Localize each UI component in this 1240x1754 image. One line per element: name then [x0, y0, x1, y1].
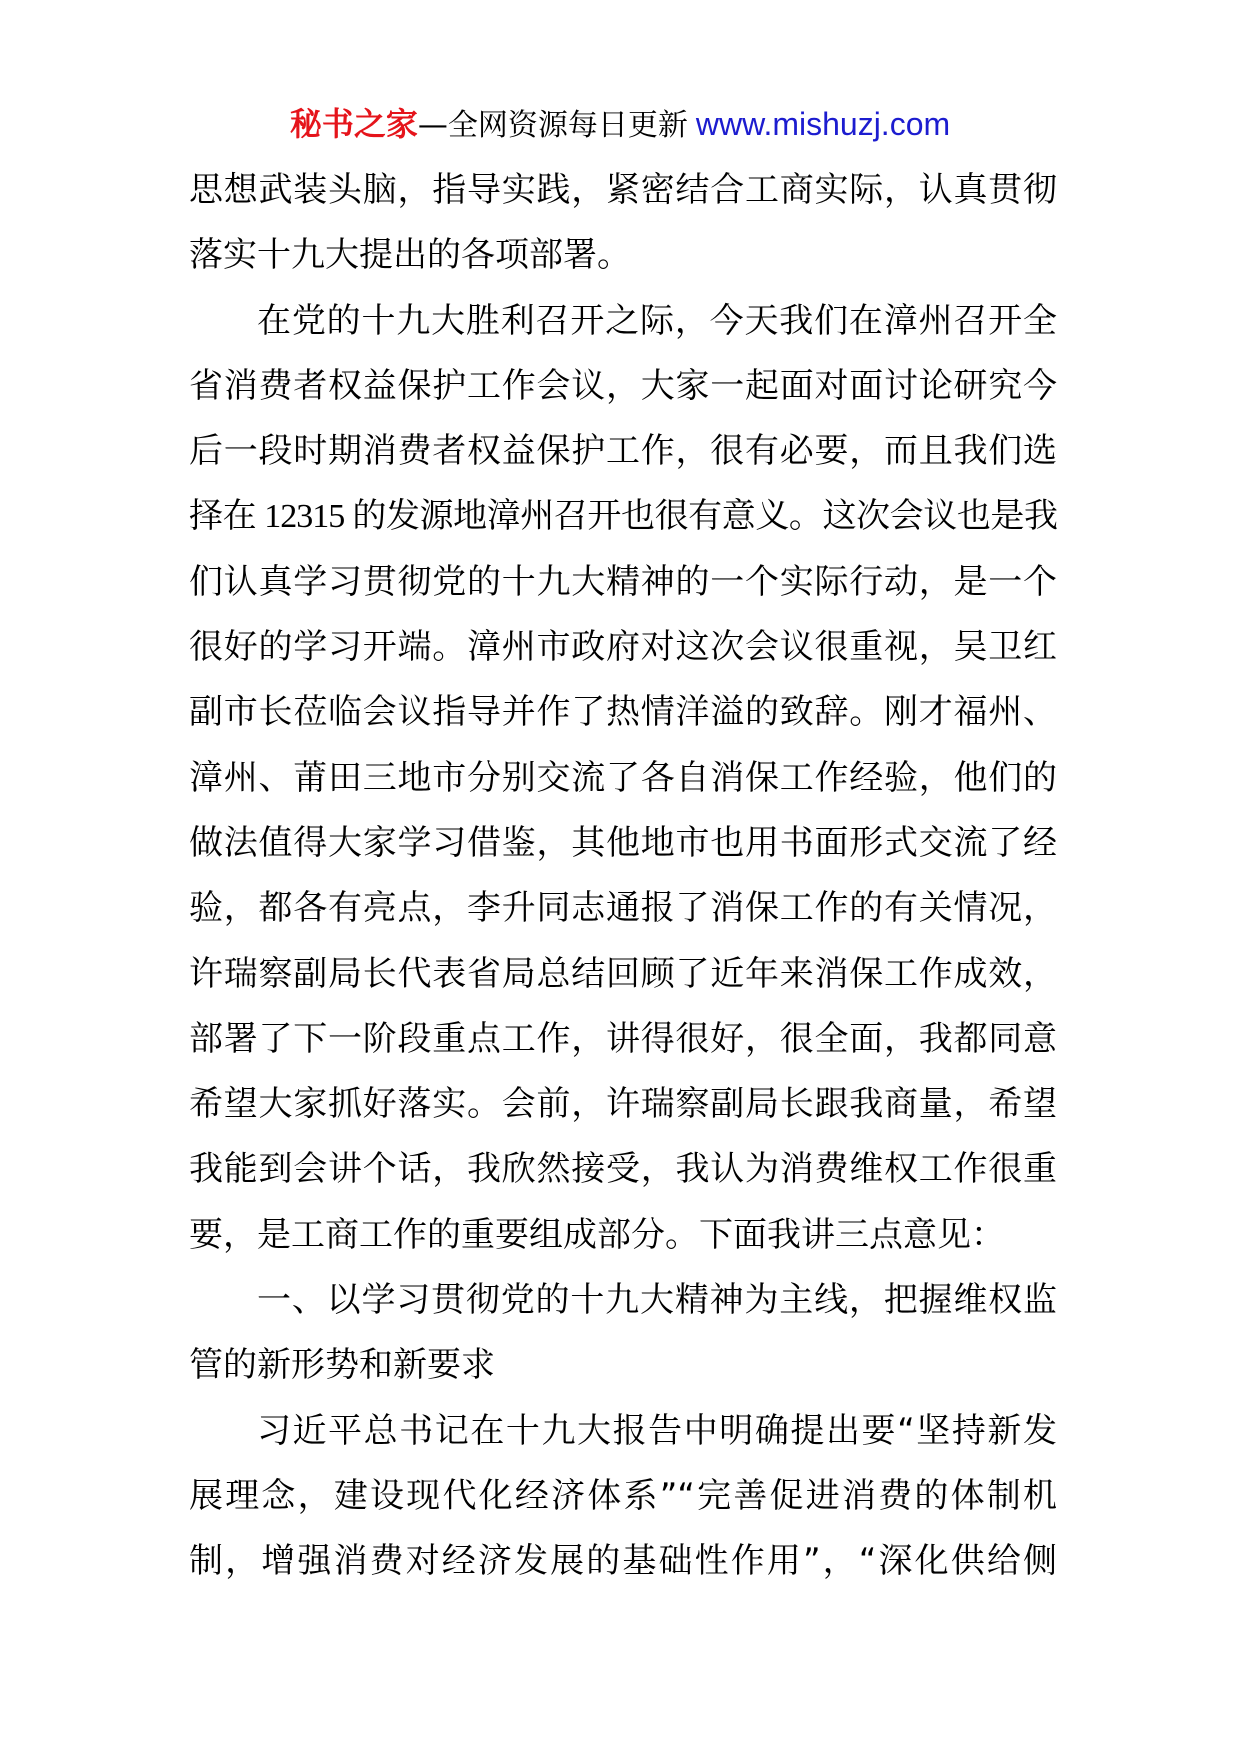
header-tagline: —全网资源每日更新 — [417, 108, 688, 143]
document-body — [189, 158, 1057, 1595]
paragraph-line: 副市长莅临会议指导并作了热情洋溢的致辞。刚才福州、 — [189, 692, 1057, 733]
paragraph-line: 要，是工商工作的重要组成部分。下面我讲三点意见： — [189, 1214, 1005, 1255]
paragraph-line: 验，都各有亮点，李升同志通报了消保工作的有关情况， — [189, 888, 1057, 929]
paragraph-line: 制，增强消费对经济发展的基础性作用”，“深化供给侧 — [189, 1541, 1057, 1582]
line-segment: 择在 — [189, 496, 257, 537]
paragraph-line: 很好的学习开端。漳州市政府对这次会议很重视，吴卫红 — [189, 627, 1057, 668]
paragraph — [189, 158, 1057, 289]
site-url-link[interactable]: www.mishuzj.com — [695, 106, 951, 142]
site-header — [0, 102, 1240, 146]
paragraph-line: 们认真学习贯彻党的十九大精神的一个实际行动，是一个 — [189, 561, 1057, 602]
paragraph — [189, 1399, 1057, 1595]
heading-line: 一、以学习贯彻党的十九大精神为主线，把握维权监 — [257, 1280, 1057, 1321]
paragraph-line: 漳州、莆田三地市分别交流了各自消保工作经验，他们的 — [189, 757, 1057, 798]
line-segment: 的发源地漳州召开也很有意义。这次会议也是我 — [352, 496, 1057, 537]
paragraph-line: 许瑞察副局长代表省局总结回顾了近年来消保工作成效， — [189, 953, 1057, 994]
paragraph-line: 省消费者权益保护工作会议，大家一起面对面讨论研究今 — [189, 365, 1057, 406]
paragraph-line: 在党的十九大胜利召开之际，今天我们在漳州召开全 — [257, 300, 1057, 341]
paragraph-line: 做法值得大家学习借鉴，其他地市也用书面形式交流了经 — [189, 822, 1057, 863]
paragraph-line: 后一段时期消费者权益保护工作，很有必要，而且我们选 — [189, 431, 1057, 472]
paragraph-line — [189, 484, 1057, 549]
heading-line: 管的新形势和新要求 — [189, 1345, 495, 1386]
paragraph-line: 希望大家抓好落实。会前，许瑞察副局长跟我商量，希望 — [189, 1084, 1057, 1125]
paragraph-line: 习近平总书记在十九大报告中明确提出要“坚持新发 — [257, 1410, 1057, 1451]
brand-name: 秘书之家 — [289, 105, 418, 143]
paragraph-line: 落实十九大提出的各项部署。 — [189, 235, 631, 276]
paragraph-line: 我能到会讲个话，我欣然接受，我认为消费维权工作很重 — [189, 1149, 1057, 1190]
paragraph-line: 部署了下一阶段重点工作，讲得很好，很全面，我都同意 — [189, 1018, 1057, 1059]
paragraph — [189, 289, 1057, 1268]
paragraph-line: 思想武装头脑，指导实践，紧密结合工商实际，认真贯彻 — [189, 170, 1057, 210]
paragraph-line: 展理念，建设现代化经济体系”“完善促进消费的体制机 — [189, 1475, 1057, 1516]
section-heading — [189, 1268, 1057, 1399]
hotline-number: 12315 — [256, 498, 353, 536]
